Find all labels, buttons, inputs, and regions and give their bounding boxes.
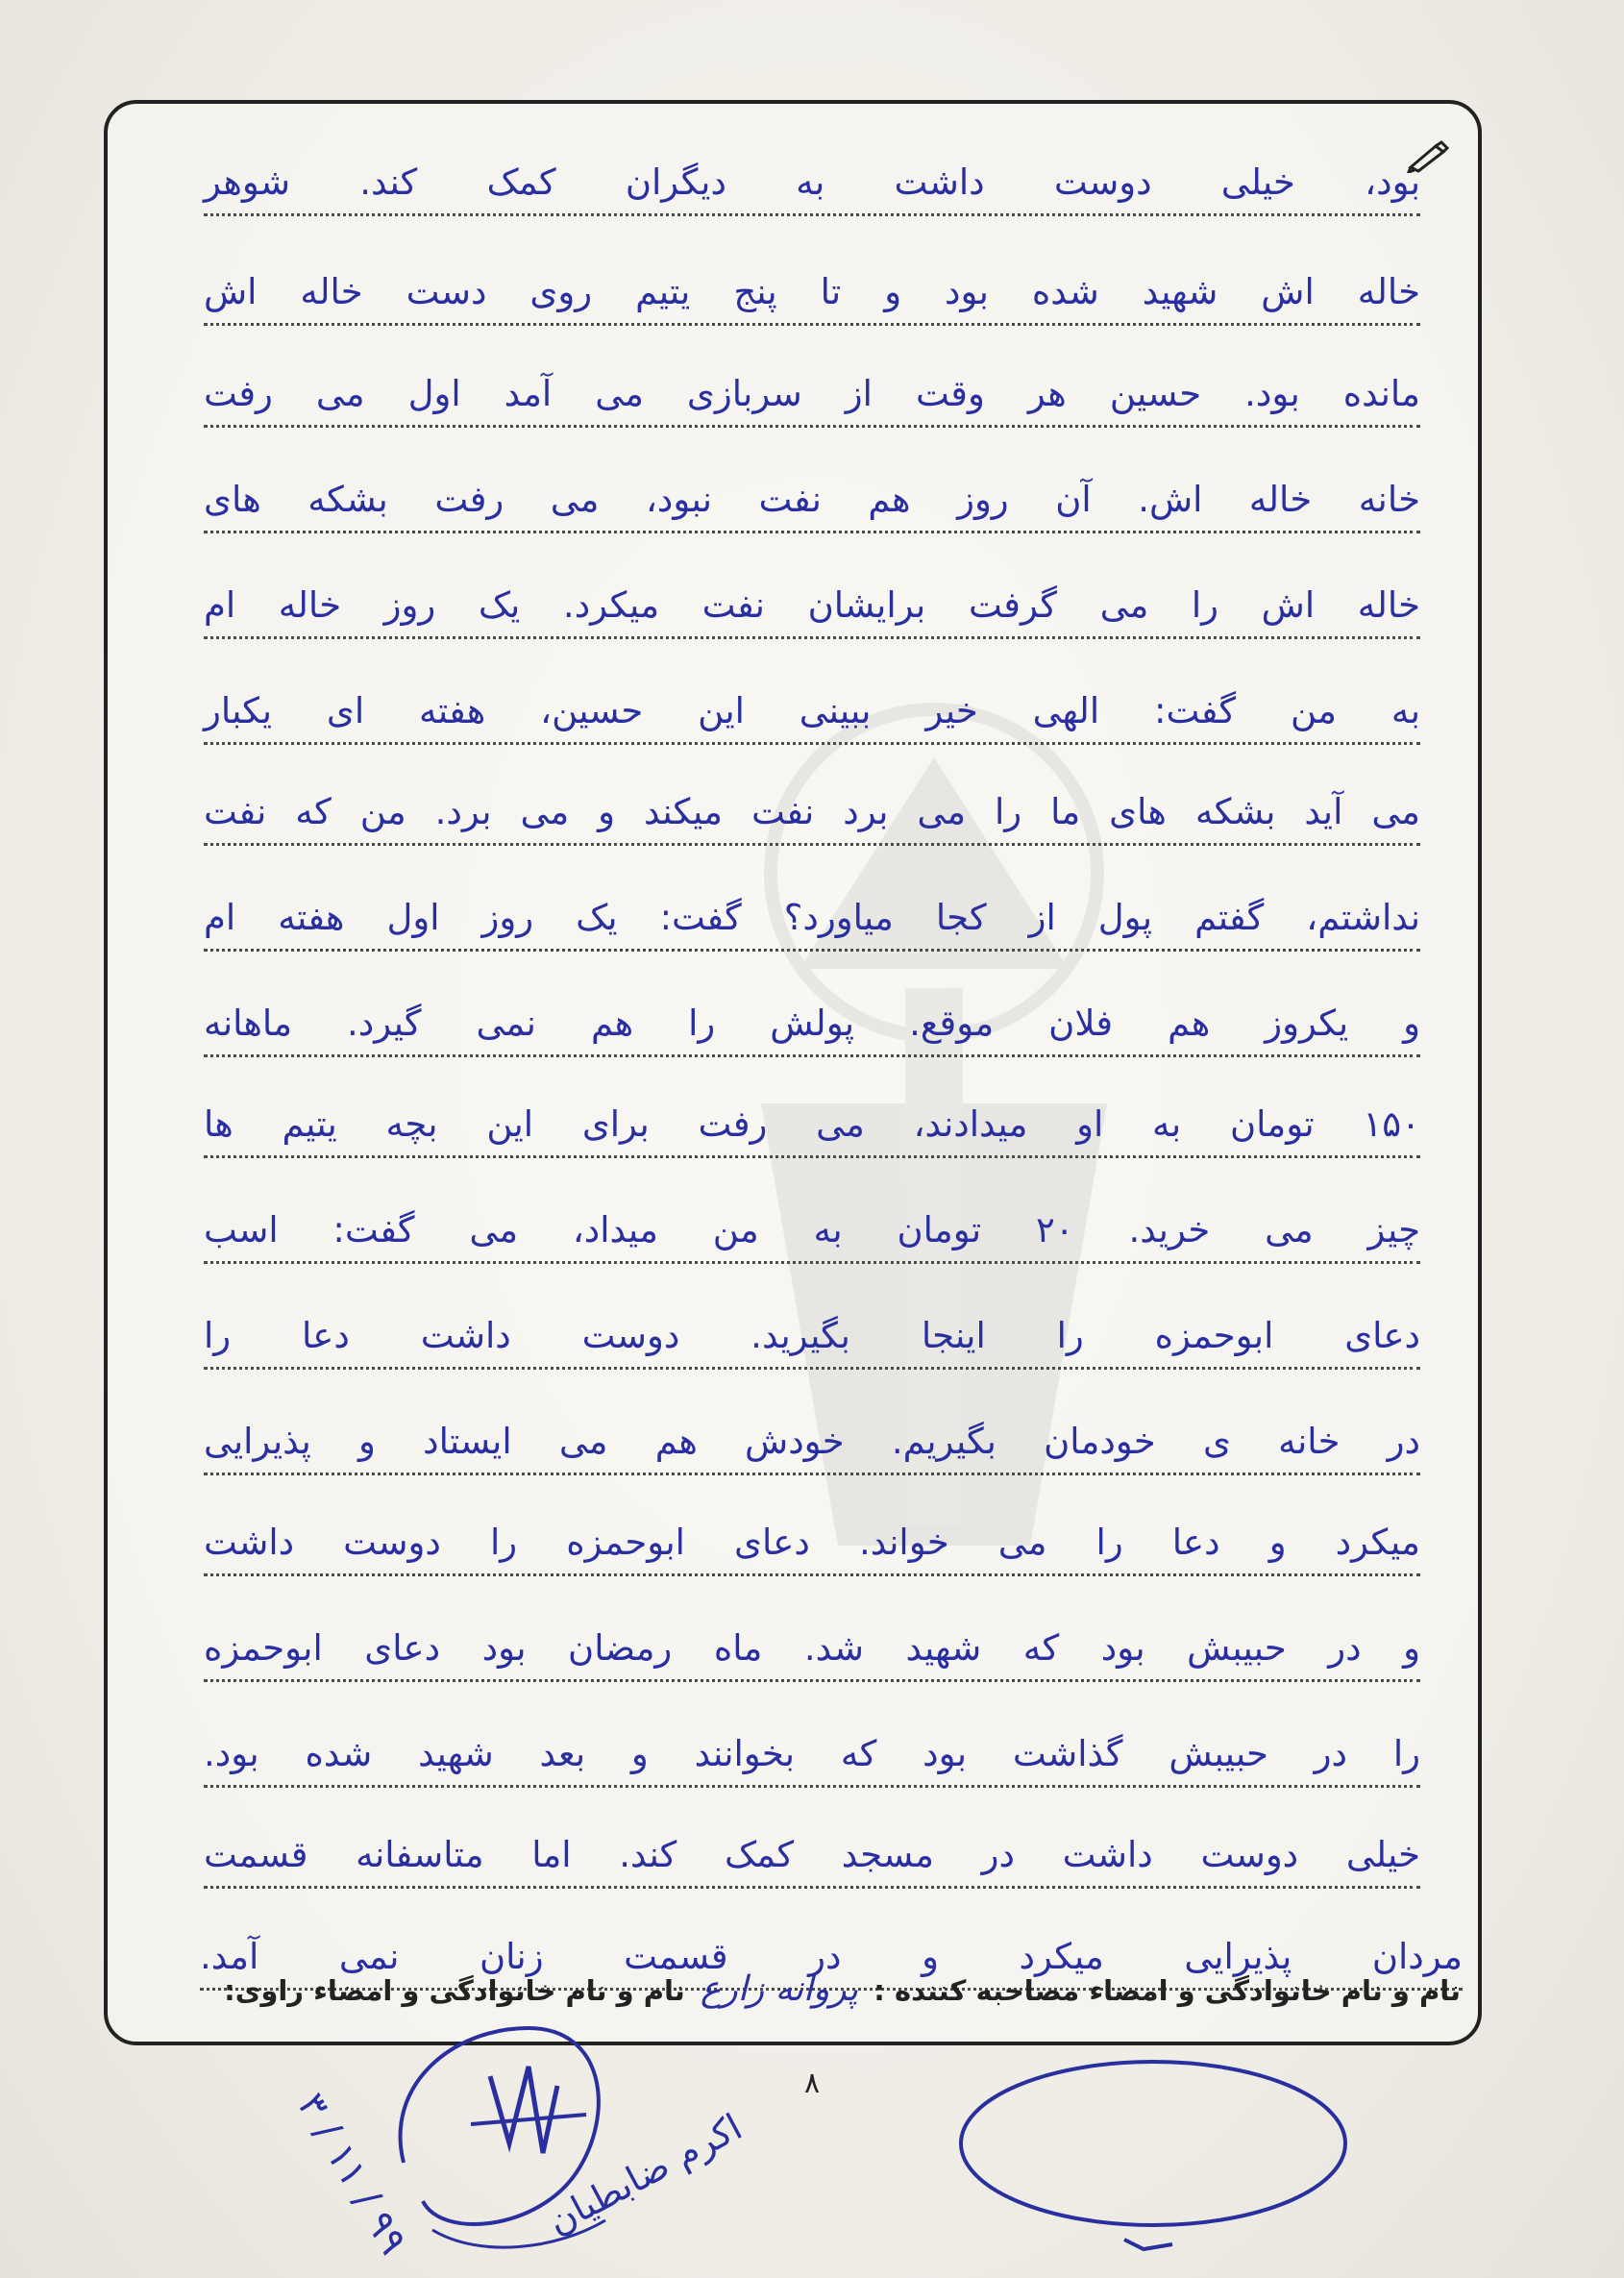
handwritten-line: بود، خیلی دوست داشت به دیگران کمک کند. شوهر: [204, 152, 1420, 216]
handwritten-line: می آید بشکه های ما را می برد نفت میکند و می برد. من که نفت: [204, 781, 1420, 846]
handwritten-line: مانده بود. حسین هر وقت از سربازی می آمد اول می رفت: [204, 363, 1420, 428]
handwritten-line: را در حبیبش گذاشت بود که بخوانند و بعد شهید شده بود.: [204, 1723, 1420, 1788]
page-frame: [104, 100, 1482, 2045]
handwritten-line: در خانه ی خودمان بگیریم. خودش هم می ایستاد و پذیرایی: [204, 1411, 1420, 1475]
handwritten-line: میکرد و دعا را می خواند. دعای ابوحمزه را دوست داشت: [204, 1512, 1420, 1576]
handwritten-line: ۱۵۰ تومان به او میدادند، می رفت برای این بچه یتیم ها: [204, 1094, 1420, 1158]
narrator-label: نام و نام خانوادگی و امضاء راوی:: [224, 1974, 685, 2007]
handwritten-line: مردان پذیرایی میکرد و در قسمت زنان نمی آمد.: [200, 1926, 1463, 1991]
handwritten-line: خاله اش شهید شده بود و تا پنج یتیم روی دست خاله اش: [204, 261, 1420, 326]
page-number: ۸: [803, 2067, 821, 2100]
interviewer-label: نام و نام خانوادگی و امضاء مصاحبه کننده :: [874, 1974, 1461, 2007]
handwritten-line: چیز می خرید. ۲۰ تومان به من میداد، می گفت: اسب: [204, 1200, 1420, 1264]
handwritten-line: خانه خاله اش. آن روز هم نفت نبود، می رفت بشکه های: [204, 469, 1420, 533]
handwritten-line: و در حبیبش بود که شهید شد. ماه رمضان بود دعای ابوحمزه: [204, 1618, 1420, 1682]
interviewer-name: پروانه زارع: [700, 1969, 859, 2009]
interviewer-signature: [951, 2047, 1355, 2268]
handwritten-line: نداشتم، گفتم پول از کجا میاورد؟ گفت: یک روز اول هفته ام: [204, 887, 1420, 952]
handwritten-line: خیلی دوست داشت در مسجد کمک کند. اما متاسفانه قسمت: [204, 1824, 1420, 1889]
handwritten-line: و یکروز هم فلان موقع. پولش را هم نمی گیرد. ماهانه: [204, 993, 1420, 1057]
handwritten-line: خاله اش را می گرفت برایشان نفت میکرد. یک روز خاله ام: [204, 575, 1420, 639]
handwritten-line: دعای ابوحمزه را اینجا بگیرید. دوست داشت دعا را: [204, 1305, 1420, 1370]
date-note: ۳ / ۱۱ / ۹۹: [288, 2086, 416, 2263]
signature-name-handwritten: اکرم ضابطیان: [540, 2105, 750, 2243]
handwritten-line: به من گفت: الهی خیر ببینی این حسین، هفته ای یکبار: [204, 681, 1420, 745]
